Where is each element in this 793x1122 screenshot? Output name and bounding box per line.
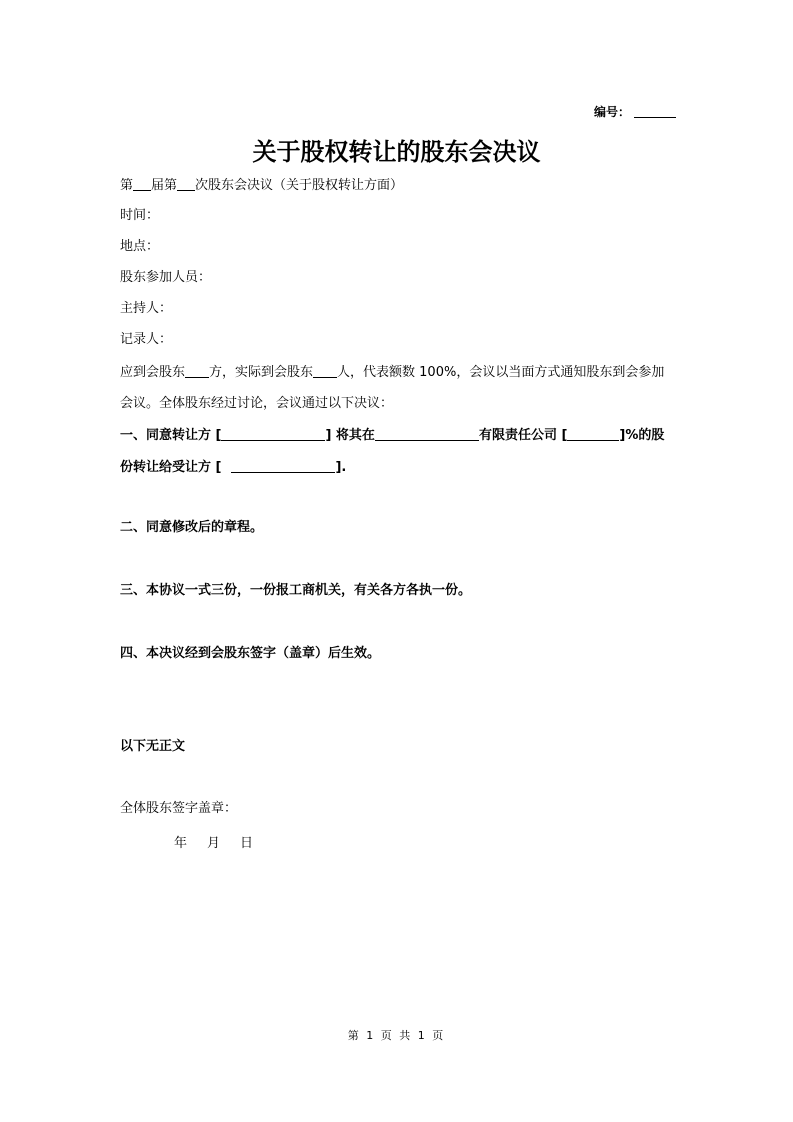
resolution-1-line-2 [120,459,346,476]
transferee-blank [231,459,335,473]
attendance-text-2: 方，实际到会股东 [209,365,314,380]
attendance-blank-2 [313,364,337,378]
resolution-3: 三、本协议一式三份，一份报工商机关，有关各方各执一份。 [120,583,472,598]
resolution-1-text-6: ]. [335,460,347,475]
session-text-1: 第 [120,178,134,193]
percentage-blank [567,427,619,441]
session-blank-2 [177,177,195,191]
date-month: 月 [207,836,221,851]
resolution-1-text-3: 有限责任公司 [ [478,428,568,443]
resolution-1 [120,427,664,444]
attendance-text-3: 人，代表额数 100%，会议以当面方式通知股东到会参加 [337,365,665,380]
date-day: 日 [240,836,254,851]
attendance-blank-1 [185,364,209,378]
date-line [174,832,273,851]
end-note: 以下无正文 [120,739,186,754]
resolution-4: 四、本决议经到会股东签字（盖章）后生效。 [120,646,381,661]
document-title: 关于股权转让的股东会决议 [252,137,541,166]
date-year: 年 [174,836,188,851]
page-footer: 第 1 页 共 1 页 [347,1029,446,1042]
resolution-1-text-1: 一、同意转让方 [ [120,428,222,443]
session-text-2: 届第 [151,178,178,193]
document-number [594,103,676,120]
session-blank-1 [133,177,151,191]
attendance-line-2: 会议。全体股东经过讨论，会议通过以下决议： [120,396,394,411]
participants-field: 股东参加人员： [120,270,212,285]
attendance-line [120,364,664,381]
resolution-1-text-2: ] 将其在 [325,428,375,443]
resolution-1-text-5: 份转让给受让方 [ [120,460,222,475]
company-blank [375,427,479,441]
document-number-blank [634,104,676,118]
resolution-1-text-4: ]%的股 [619,428,665,443]
document-number-label: 编号： [594,105,631,119]
attendance-text-1: 应到会股东 [120,365,186,380]
host-field: 主持人： [120,301,173,316]
recorder-field: 记录人： [120,332,173,347]
signature-label: 全体股东签字盖章： [120,801,238,816]
session-line [120,177,403,194]
resolution-2: 二、同意修改后的章程。 [120,520,264,535]
session-text-3: 次股东会决议（关于股权转让方面） [195,178,404,193]
transferor-blank [221,427,325,441]
time-field: 时间： [120,208,160,223]
place-field: 地点： [120,239,160,254]
